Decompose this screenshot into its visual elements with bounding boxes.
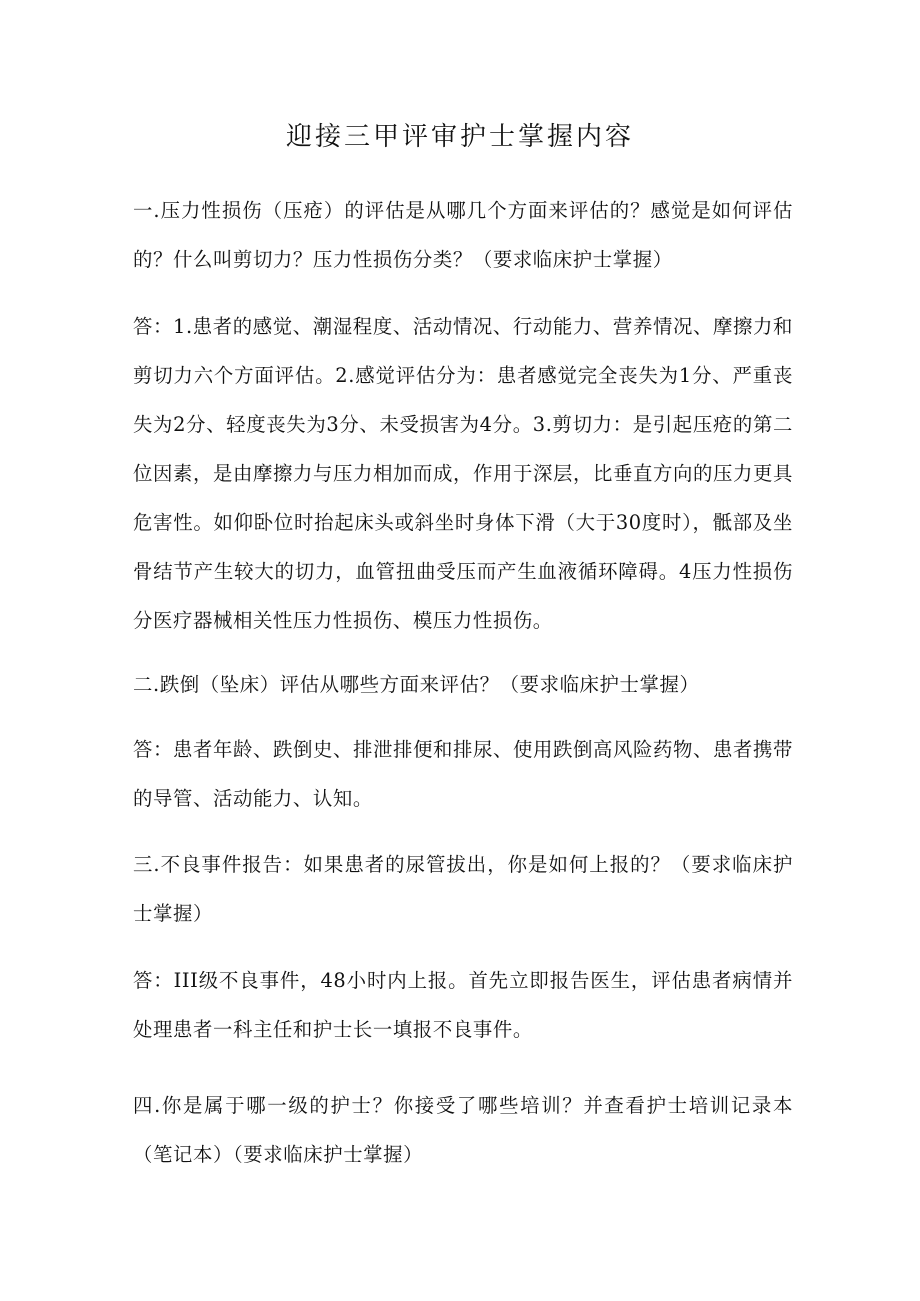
answer-3: 答：III级不良事件，48小时内上报。首先立即报告医生，评估患者病情并处理患者一科主任和护士长一填报不良事件。 xyxy=(133,969,793,1041)
answer-2: 答：患者年龄、跌倒史、排泄排便和排尿、使用跌倒高风险药物、患者携带的导管、活动能力、认知。 xyxy=(133,738,793,810)
question-3: 三.不良事件报告：如果患者的尿管拔出，你是如何上报的？（要求临床护士掌握） xyxy=(133,853,793,925)
question-1: 一.压力性损伤（压疮）的评估是从哪几个方面来评估的？感觉是如何评估的？什么叫剪切力？压力性损伤分类？（要求临床护士掌握） xyxy=(133,199,793,271)
document-title: 迎接三甲评审护士掌握内容 xyxy=(285,122,634,152)
question-2: 二.跌倒（坠床）评估从哪些方面来评估？（要求临床护士掌握） xyxy=(133,673,700,696)
answer-1: 答：1.患者的感觉、潮湿程度、活动情况、行动能力、营养情况、摩擦力和剪切力六个方面评估。2.感觉评估分为：患者感觉完全丧失为1分、严重丧失为2分、轻度丧失为3分、未受损害为4分。3.剪切力：是引起压疮的第二位因素，是由摩擦力与压力相加而成，作用于深层，比垂直方向的压力更具危害性。如仰卧位时抬起床头或斜坐时身体下滑（大于30度时），骶部及坐骨结节产生较大的切力，血管扭曲受压而产生血液循环障碍。4压力性损伤分医疗器械相关性压力性损伤、模压力性损伤。 xyxy=(133,315,793,632)
question-4: 四.你是属于哪一级的护士？你接受了哪些培训？并查看护士培训记录本（笔记本）（要求临床护士掌握） xyxy=(133,1094,793,1166)
